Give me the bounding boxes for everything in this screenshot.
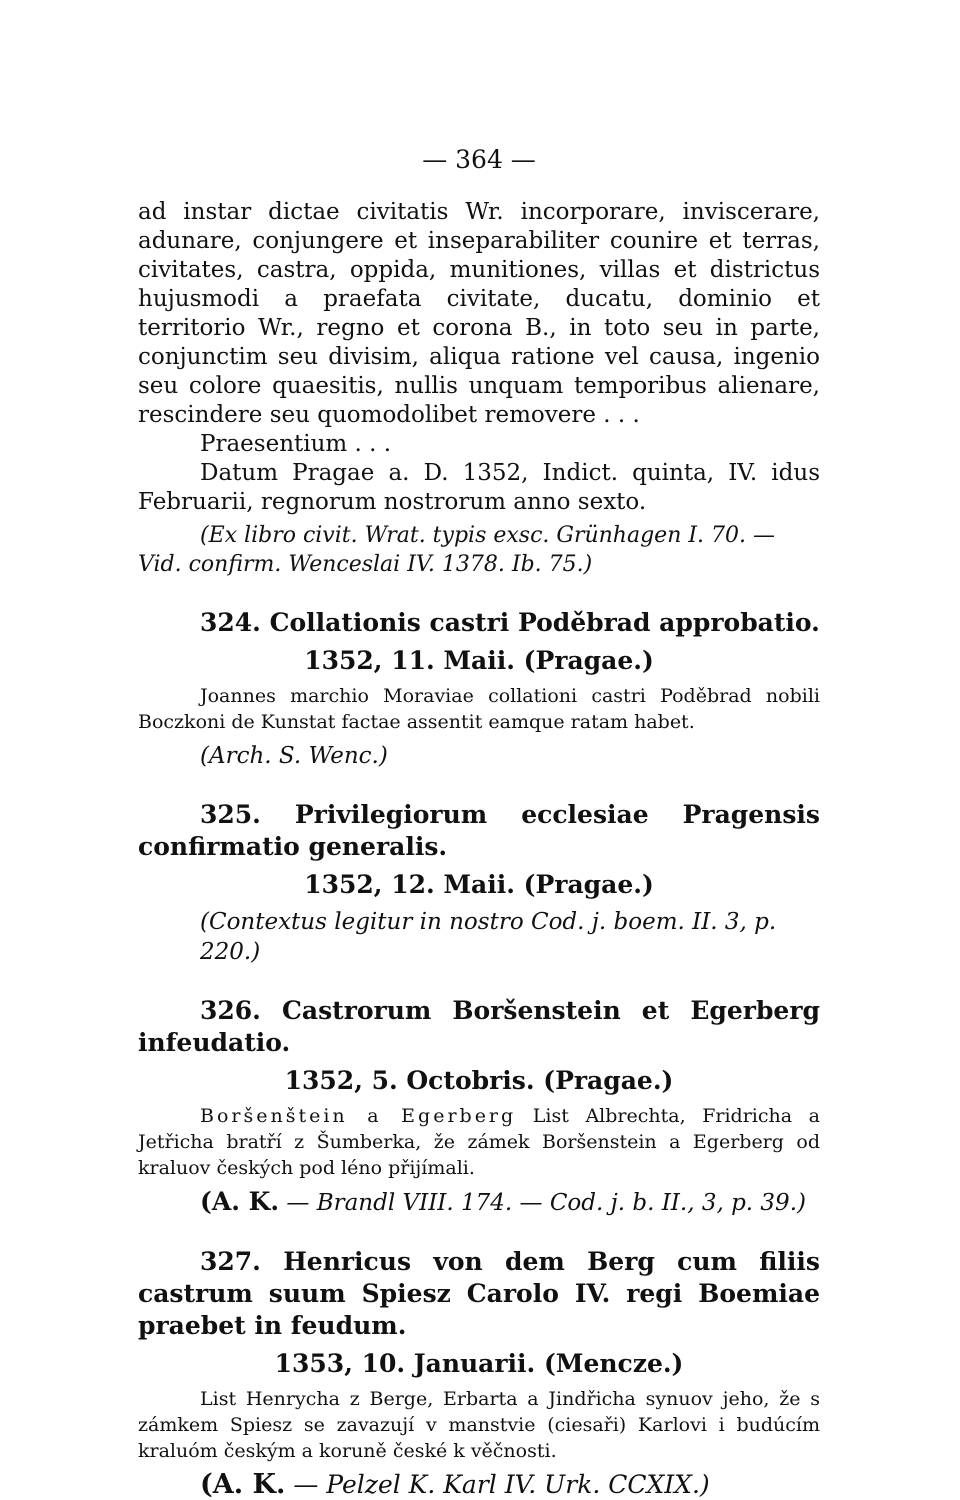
entry-title <box>138 1246 820 1342</box>
continuation-citation: (Ex libro civit. Wrat. typis exsc. Grünhagen I. 70. — Vid. confirm. Wenceslai IV. 1378. Ib. 75.) <box>138 523 776 577</box>
entry-325 <box>138 799 820 967</box>
entry-source-abbrev: (A. K. <box>200 1469 286 1500</box>
entry-327 <box>138 1246 820 1500</box>
document-page <box>138 140 820 1500</box>
entry-source <box>200 1187 820 1218</box>
page-number: — 364 — <box>422 145 536 174</box>
entry-source: (Arch. S. Wenc.) <box>200 743 388 769</box>
entry-title <box>138 607 820 639</box>
entry-summary-text: List Albrechta, Fridricha a Jetřicha bratří z Šumberka, že zámek Boršenstein a Egerberg od kraluov českých pod léno přijímali. <box>138 1105 820 1179</box>
entry-source-abbrev: (A. K. <box>200 1187 280 1216</box>
entry-source <box>200 1470 820 1500</box>
entry-number: 327. <box>200 1247 261 1276</box>
entry-summary-spaced: Boršenštein a Egerberg <box>200 1105 517 1127</box>
entry-date: 1352, 5. Octobris. (Pragae.) <box>284 1066 674 1095</box>
entry-number: 325. <box>200 800 261 829</box>
entry-date: 1352, 12. Maii. (Pragae.) <box>304 870 654 899</box>
continuation-paragraph-datum: Datum Pragae a. D. 1352, Indict. quinta, IV. idus Februarii, regnorum nostrorum anno sexto. <box>138 460 820 515</box>
entry-source-text: — Brandl VIII. 174. — Cod. j. b. II., 3, p. 39.) <box>279 1190 806 1216</box>
entry-title-text: Collationis castri Poděbrad approbatio. <box>269 608 820 637</box>
entry-summary <box>138 1103 820 1181</box>
entry-date: 1352, 11. Maii. (Pragae.) <box>304 646 654 675</box>
entry-number: 326. <box>200 996 261 1025</box>
entry-title <box>138 799 820 863</box>
entry-title-text: Henricus von dem Berg cum filiis castrum suum Spiesz Carolo IV. regi Boemiae praebet in feudum. <box>138 1247 820 1340</box>
entry-title-text: Castrorum Boršenstein et Egerberg infeudatio. <box>138 996 820 1057</box>
entry-summary: List Henrycha z Berge, Erbarta a Jindřicha synuov jeho, že s zámkem Spiesz se zavazují v manstvie (ciesaři) Karlovi i budúcím kraluóm českým a koruně české k věčnosti. <box>138 1388 820 1462</box>
entry-number: 324. <box>200 608 261 637</box>
entry-326 <box>138 995 820 1218</box>
continuation-paragraph-praesentium: Praesentium . . . <box>200 431 392 457</box>
entry-title <box>138 995 820 1059</box>
entry-324 <box>138 607 820 771</box>
entry-date: 1353, 10. Januarii. (Mencze.) <box>274 1349 684 1378</box>
continuation-paragraph: ad instar dictae civitatis Wr. incorporare, inviscerare, adunare, conjungere et inseparabiliter counire et terras, civitates, castra, oppida, munitiones, villas et districtus hujusmodi a praefata civitate, ducatu, dominio et territorio Wr., regno et corona B., in toto seu in parte, conjunctim seu divisim, aliqua ratione vel causa, ingenio seu colore quaesitis, nullis unquam temporibus alienare, rescindere seu quomodolibet removere . . . <box>138 199 820 428</box>
entry-summary: Joannes marchio Moraviae collationi castri Poděbrad nobili Boczkoni de Kunstat factae assentit eamque ratam habet. <box>138 685 820 733</box>
entry-source-text: — Pelzel K. Karl IV. Urk. CCXIX.) <box>285 1470 710 1499</box>
entry-title-text: Privilegiorum ecclesiae Pragensis confirmatio generalis. <box>138 800 820 861</box>
entry-source: (Contextus legitur in nostro Cod. j. boem. II. 3, p. 220.) <box>200 909 777 965</box>
